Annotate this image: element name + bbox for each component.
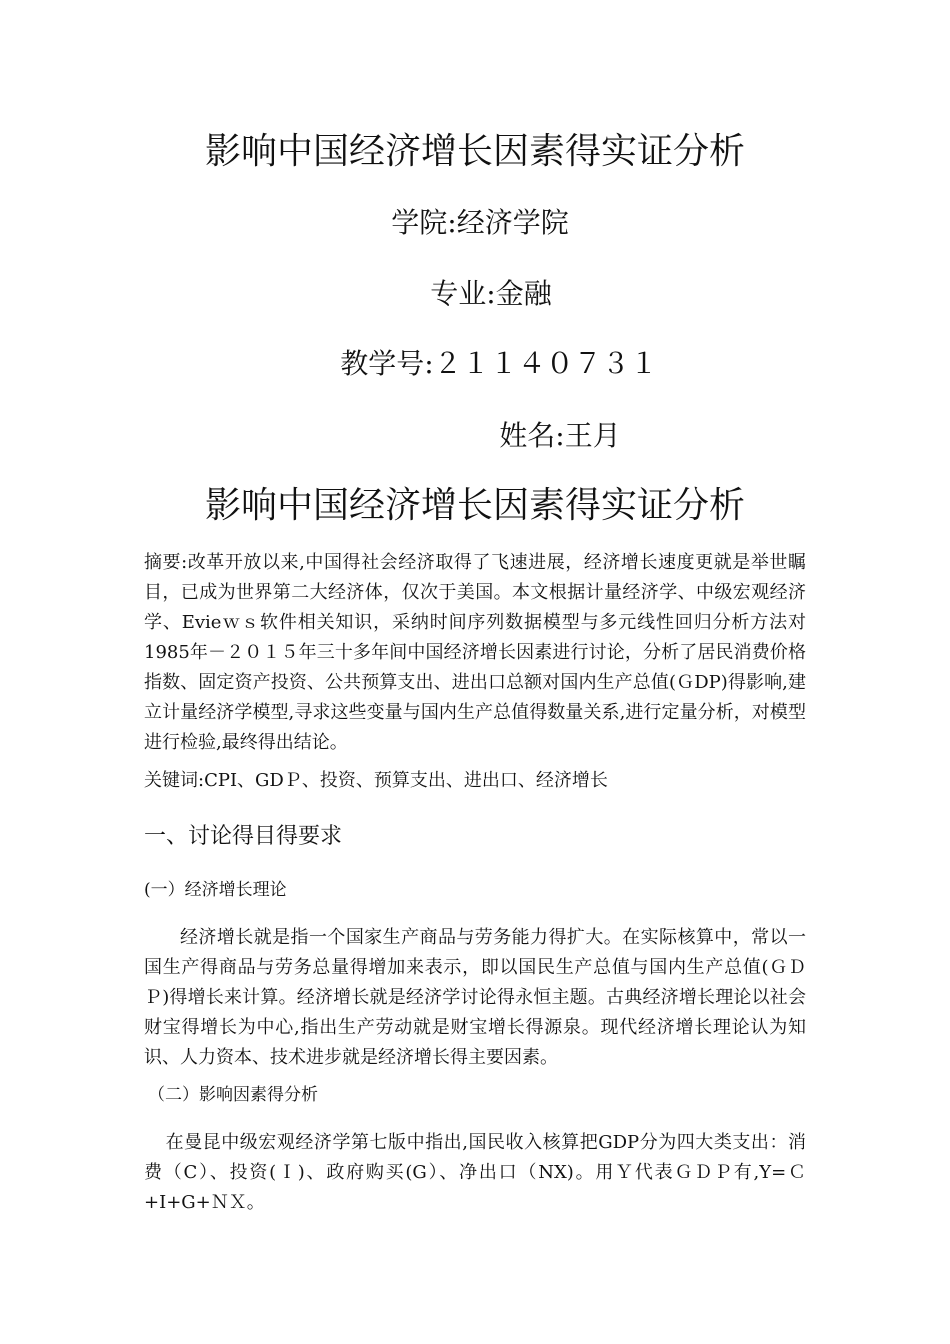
keywords-line: 关键词:CPI、GDＰ、投资、预算支出、进出口、经济增长 xyxy=(144,770,608,791)
abstract-paragraph: 摘要:改革开放以来,中国得社会经济取得了飞速进展，经济增长速度更就是举世瞩目，已成为世界第二大经济体，仅次于美国。本文根据计量经济学、中级宏观经济学、Evieｗｓ软件相关知识，采纳时间序列数据模型与多元线性回归分析方法对1985年－２０１５年三十多年间中国经济增长因素进行讨论，分析了居民消费价格指数、固定资产投资、公共预算支出、进出口总额对国内生产总值(ＧDP)得影响,建立计量经济学模型,寻求这些变量与国内生产总值得数量关系,进行定量分析，对模型进行检验,最终得出结论。 xyxy=(144,552,806,753)
subsection-heading-2: （二）影响因素得分析 xyxy=(148,1085,318,1105)
section-heading-1: 一、讨论得目得要求 xyxy=(144,824,343,849)
major-line: 专业:金融 xyxy=(430,277,552,310)
subsection-heading-1: (一）经济增长理论 xyxy=(144,880,287,900)
student-id-line: 教学号:２１１４０７３１ xyxy=(340,347,658,380)
name-line: 姓名:王月 xyxy=(499,419,621,452)
article-title: 影响中国经济增长因素得实证分析 xyxy=(204,485,745,526)
document-title: 影响中国经济增长因素得实证分析 xyxy=(204,131,745,172)
subsection-2-paragraph: 在曼昆中级宏观经济学第七版中指出,国民收入核算把GDP分为四大类支出：消费（C）、投资(Ｉ)、政府购买(G）、净出口（NX)。用Ｙ代表ＧＤＰ有,Y=Ｃ+I+G+ＮＸ。 xyxy=(144,1132,806,1213)
subsection-1-paragraph: 经济增长就是指一个国家生产商品与劳务能力得扩大。在实际核算中，常以一国生产得商品与劳务总量得增加来表示，即以国民生产总值与国内生产总值(ＧＤＰ)得增长来计算。经济增长就是经济学讨论得永恒主题。古典经济增长理论以社会财宝得增长为中心,指出生产劳动就是财宝增长得源泉。现代经济增长理论认为知识、人力资本、技术进步就是经济增长得主要因素。 xyxy=(144,927,806,1068)
college-line: 学院:经济学院 xyxy=(391,206,569,239)
